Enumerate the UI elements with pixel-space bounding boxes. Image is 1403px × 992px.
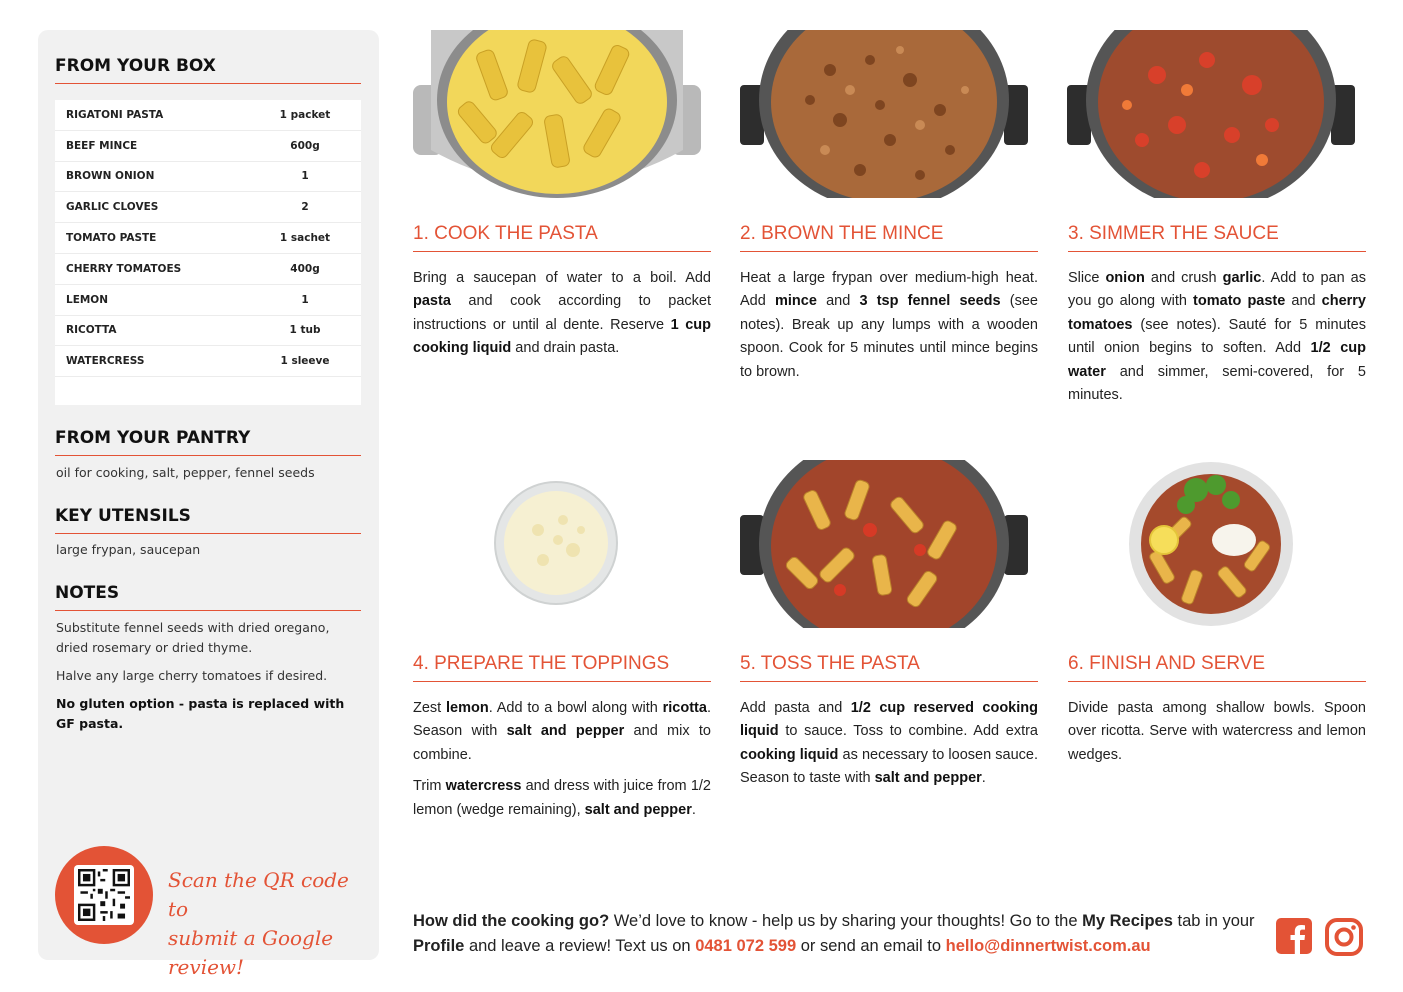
ingredient-name: TOMATO PASTE <box>66 232 157 245</box>
step-5-title: 5. TOSS THE PASTA <box>740 653 1038 682</box>
box-ingredient-row <box>55 100 361 131</box>
footer-text-2: tab in your <box>1172 912 1255 930</box>
sauce-in-pan-icon <box>1067 30 1355 198</box>
pantry-text: oil for cooking, salt, pepper, fennel seeds <box>56 465 315 480</box>
step-2-title: 2. BROWN THE MINCE <box>740 223 1038 252</box>
note-gluten-free-text: No gluten option - pasta is replaced with GF pasta. <box>56 696 345 731</box>
from-your-box-heading: FROM YOUR BOX <box>55 56 361 84</box>
box-ingredient-row <box>55 285 361 316</box>
notes-heading: NOTES <box>55 583 361 611</box>
step-5-body: Add pasta and 1/2 cup reserved cooking liquid to sauce. Toss to combine. Add extra cooking liquid as necessary to loosen sauce. Season to taste with salt and pepper. <box>740 700 1038 787</box>
step-2-body: Heat a large frypan over medium-high heat. Add mince and 3 tsp fennel seeds (see notes). Break up any lumps with a wooden spoon. Cook for 5 minutes until mince begins to brown. <box>740 270 1038 380</box>
qr-code-badge[interactable] <box>55 846 153 944</box>
ingredient-quantity: 600g <box>290 139 320 152</box>
plated-pasta-icon <box>1126 460 1296 628</box>
footer-text-4: or send an email to <box>796 937 946 955</box>
footer-text-1: We’d love to know - help us by sharing your thoughts! Go to the <box>609 912 1083 930</box>
ingredient-name: BEEF MINCE <box>66 139 138 152</box>
ingredient-quantity: 1 packet <box>279 108 331 121</box>
step-4-body: Zest lemon. Add to a bowl along with ricotta. Season with salt and pepper and mix to combine. Trim watercress and dress with juice from 1/2 lemon (wedge remaining), salt and pepper. <box>413 700 711 818</box>
step-3-title: 3. SIMMER THE SAUCE <box>1068 223 1366 252</box>
ingredients-sidebar <box>38 30 379 979</box>
step-4-title: 4. PREPARE THE TOPPINGS <box>413 653 711 682</box>
ingredient-quantity: 1 <box>301 293 309 306</box>
from-your-pantry-heading: FROM YOUR PANTRY <box>55 428 361 456</box>
pasta-tossed-pan-icon <box>740 460 1028 628</box>
ingredient-name: LEMON <box>66 293 109 306</box>
mince-in-pan-icon <box>740 30 1028 198</box>
step-1-title: 1. COOK THE PASTA <box>413 223 711 252</box>
note-1: Substitute fennel seeds with dried oregano, dried rosemary or dried thyme. <box>56 620 330 655</box>
note-gluten-free <box>56 694 362 734</box>
ingredient-name: BROWN ONION <box>66 170 155 183</box>
box-ingredient-row <box>55 346 361 377</box>
box-ingredient-row <box>55 162 361 193</box>
qr-code-icon[interactable] <box>74 865 134 925</box>
instagram-icon[interactable] <box>1325 918 1361 954</box>
box-ingredient-row <box>55 223 361 254</box>
box-ingredient-row <box>55 254 361 285</box>
qr-review-prompt <box>168 866 368 982</box>
key-utensils-heading: KEY UTENSILS <box>55 506 361 534</box>
ingredient-quantity: 2 <box>301 201 309 214</box>
ingredient-name: RICOTTA <box>66 324 117 337</box>
step-6-body: Divide pasta among shallow bowls. Spoon over ricotta. Serve with watercress and lemon wedges. <box>1068 700 1366 763</box>
pasta-in-pot-icon <box>413 30 701 198</box>
email-link[interactable]: hello@dinnertwist.com.au <box>945 937 1151 955</box>
feedback-question: How did the cooking go? <box>413 912 610 930</box>
ingredient-name: GARLIC CLOVES <box>66 201 159 214</box>
step-6-title: 6. FINISH AND SERVE <box>1068 653 1366 682</box>
box-ingredient-row <box>55 192 361 223</box>
ricotta-bowl-icon <box>493 480 619 606</box>
facebook-icon[interactable] <box>1276 918 1312 954</box>
ingredient-quantity: 1 tub <box>289 324 321 337</box>
ingredient-quantity: 1 sachet <box>279 232 331 245</box>
ingredient-name: RIGATONI PASTA <box>66 108 164 121</box>
footer-text-3: and leave a review! Text us on <box>464 937 696 955</box>
profile-label: Profile <box>413 937 465 955</box>
qr-review-line-1: Scan the QR code to <box>168 868 349 921</box>
ingredient-quantity: 1 <box>301 170 309 183</box>
step-1-body: Bring a saucepan of water to a boil. Add pasta and cook according to packet instructions or until al dente. Reserve 1 cup cooking liquid and drain pasta. <box>413 270 712 357</box>
utensils-text: large frypan, saucepan <box>56 542 201 557</box>
my-recipes-label: My Recipes <box>1082 912 1173 930</box>
ingredient-quantity: 1 sleeve <box>280 355 330 368</box>
step-3-body: Slice onion and crush garlic. Add to pan as you go along with tomato paste and cherry tomatoes (see notes). Sauté for 5 minutes until onion begins to soften. Add 1/2 cup water and simmer, semi-covered, for 5 minutes. <box>1068 270 1366 404</box>
box-ingredient-row <box>55 131 361 162</box>
feedback-footer <box>413 909 1263 959</box>
ingredient-quantity: 400g <box>290 262 320 275</box>
note-2: Halve any large cherry tomatoes if desired. <box>56 668 328 683</box>
box-ingredient-row <box>55 316 361 347</box>
ingredient-name: WATERCRESS <box>66 355 145 368</box>
phone-link[interactable]: 0481 072 599 <box>695 937 797 955</box>
box-ingredients-table <box>55 100 361 405</box>
ingredient-name: CHERRY TOMATOES <box>66 262 182 275</box>
qr-review-line-2: submit a Google review! <box>168 926 334 979</box>
